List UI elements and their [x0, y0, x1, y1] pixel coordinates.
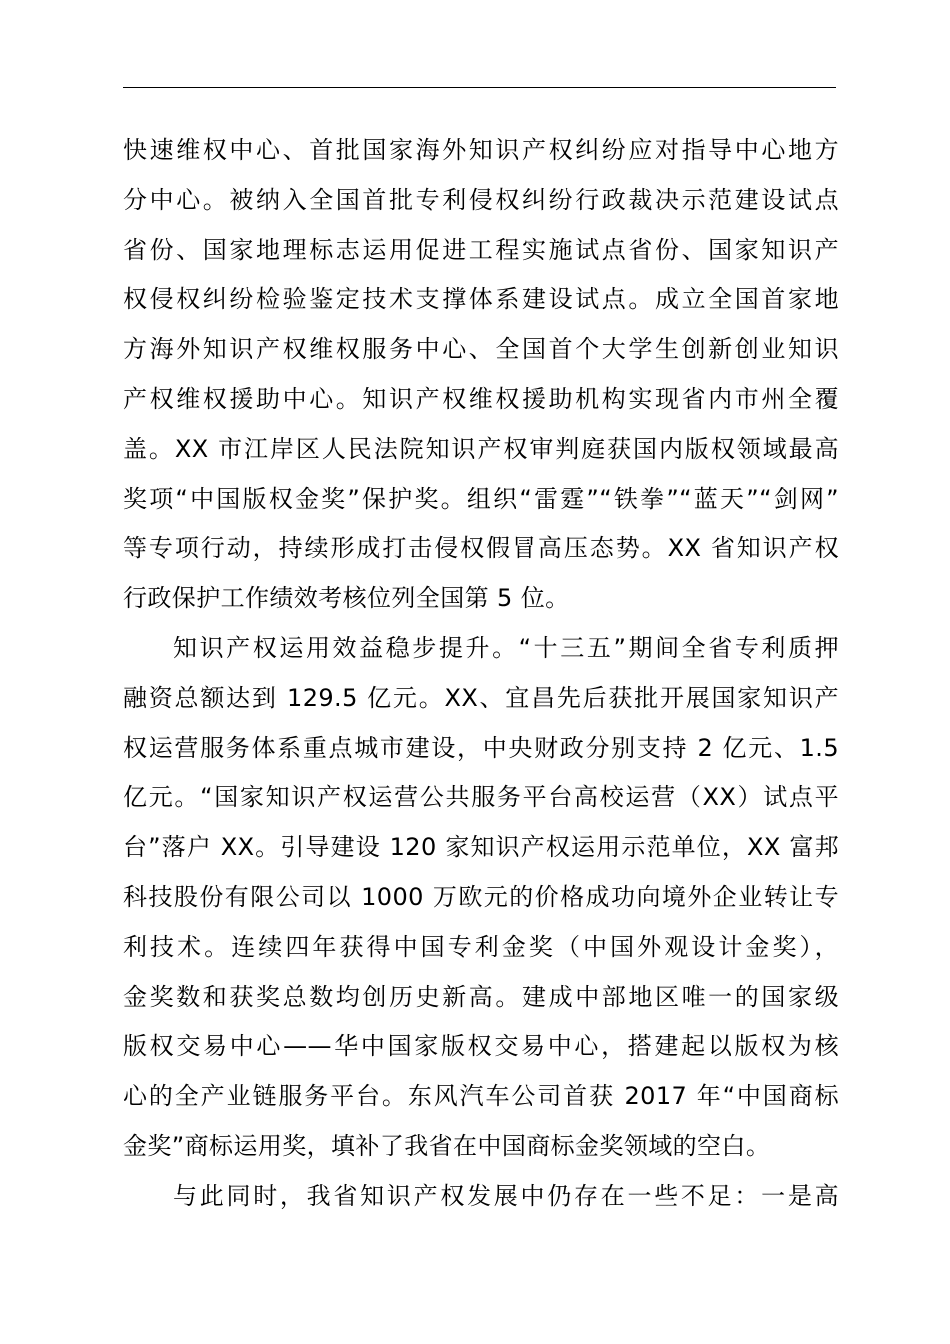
text-line: 心的全产业链服务平台。东风汽车公司首获 2017 年“中国商标: [123, 1082, 839, 1111]
body-text: [123, 126, 839, 1222]
text-line: 权侵权纠纷检验鉴定技术支撑体系建设试点。成立全国首家地: [123, 285, 839, 314]
text-line: 科技股份有限公司以 1000 万欧元的价格成功向境外企业转让专: [123, 882, 839, 911]
header-rule: [123, 87, 836, 88]
text-line: 融资总额达到 129.5 亿元。XX、宜昌先后获批开展国家知识产: [123, 683, 839, 712]
text-line: 台”落户 XX。引导建设 120 家知识产权运用示范单位，XX 富邦: [123, 833, 839, 862]
text-line: 利技术。连续四年获得中国专利金奖（中国外观设计金奖），: [123, 932, 839, 961]
text-line: 金奖数和获奖总数均创历史新高。建成中部地区唯一的国家级: [123, 982, 839, 1011]
text-line: 产权维权援助中心。知识产权维权援助机构实现省内市州全覆: [123, 384, 839, 413]
text-line: 省份、国家地理标志运用促进工程实施试点省份、国家知识产: [123, 235, 839, 264]
text-line: 等专项行动，持续形成打击侵权假冒高压态势。XX 省知识产权: [123, 534, 839, 563]
text-line: 奖项“中国版权金奖”保护奖。组织“雷霆”“铁拳”“蓝天”“剑网”: [123, 484, 839, 513]
paragraph-start-line: 与此同时，我省知识产权发展中仍存在一些不足：一是高: [173, 1181, 839, 1210]
text-line: 金奖”商标运用奖，填补了我省在中国商标金奖领域的空白。: [123, 1131, 771, 1160]
text-line: 亿元。“国家知识产权运营公共服务平台高校运营（XX）试点平: [123, 783, 839, 812]
text-line: 权运营服务体系重点城市建设，中央财政分别支持 2 亿元、1.5: [123, 733, 839, 762]
paragraph-start-line: 知识产权运用效益稳步提升。“十三五”期间全省专利质押: [173, 633, 839, 662]
text-line: 方海外知识产权维权服务中心、全国首个大学生创新创业知识: [123, 335, 839, 364]
text-line: 分中心。被纳入全国首批专利侵权纠纷行政裁决示范建设试点: [123, 185, 839, 214]
text-line: 行政保护工作绩效考核位列全国第 5 位。: [123, 584, 570, 613]
text-line: 盖。XX 市江岸区人民法院知识产权审判庭获国内版权领域最高: [123, 434, 839, 463]
text-line: 版权交易中心——华中国家版权交易中心，搭建起以版权为核: [123, 1032, 839, 1061]
text-line: 快速维权中心、首批国家海外知识产权纠纷应对指导中心地方: [123, 136, 839, 164]
